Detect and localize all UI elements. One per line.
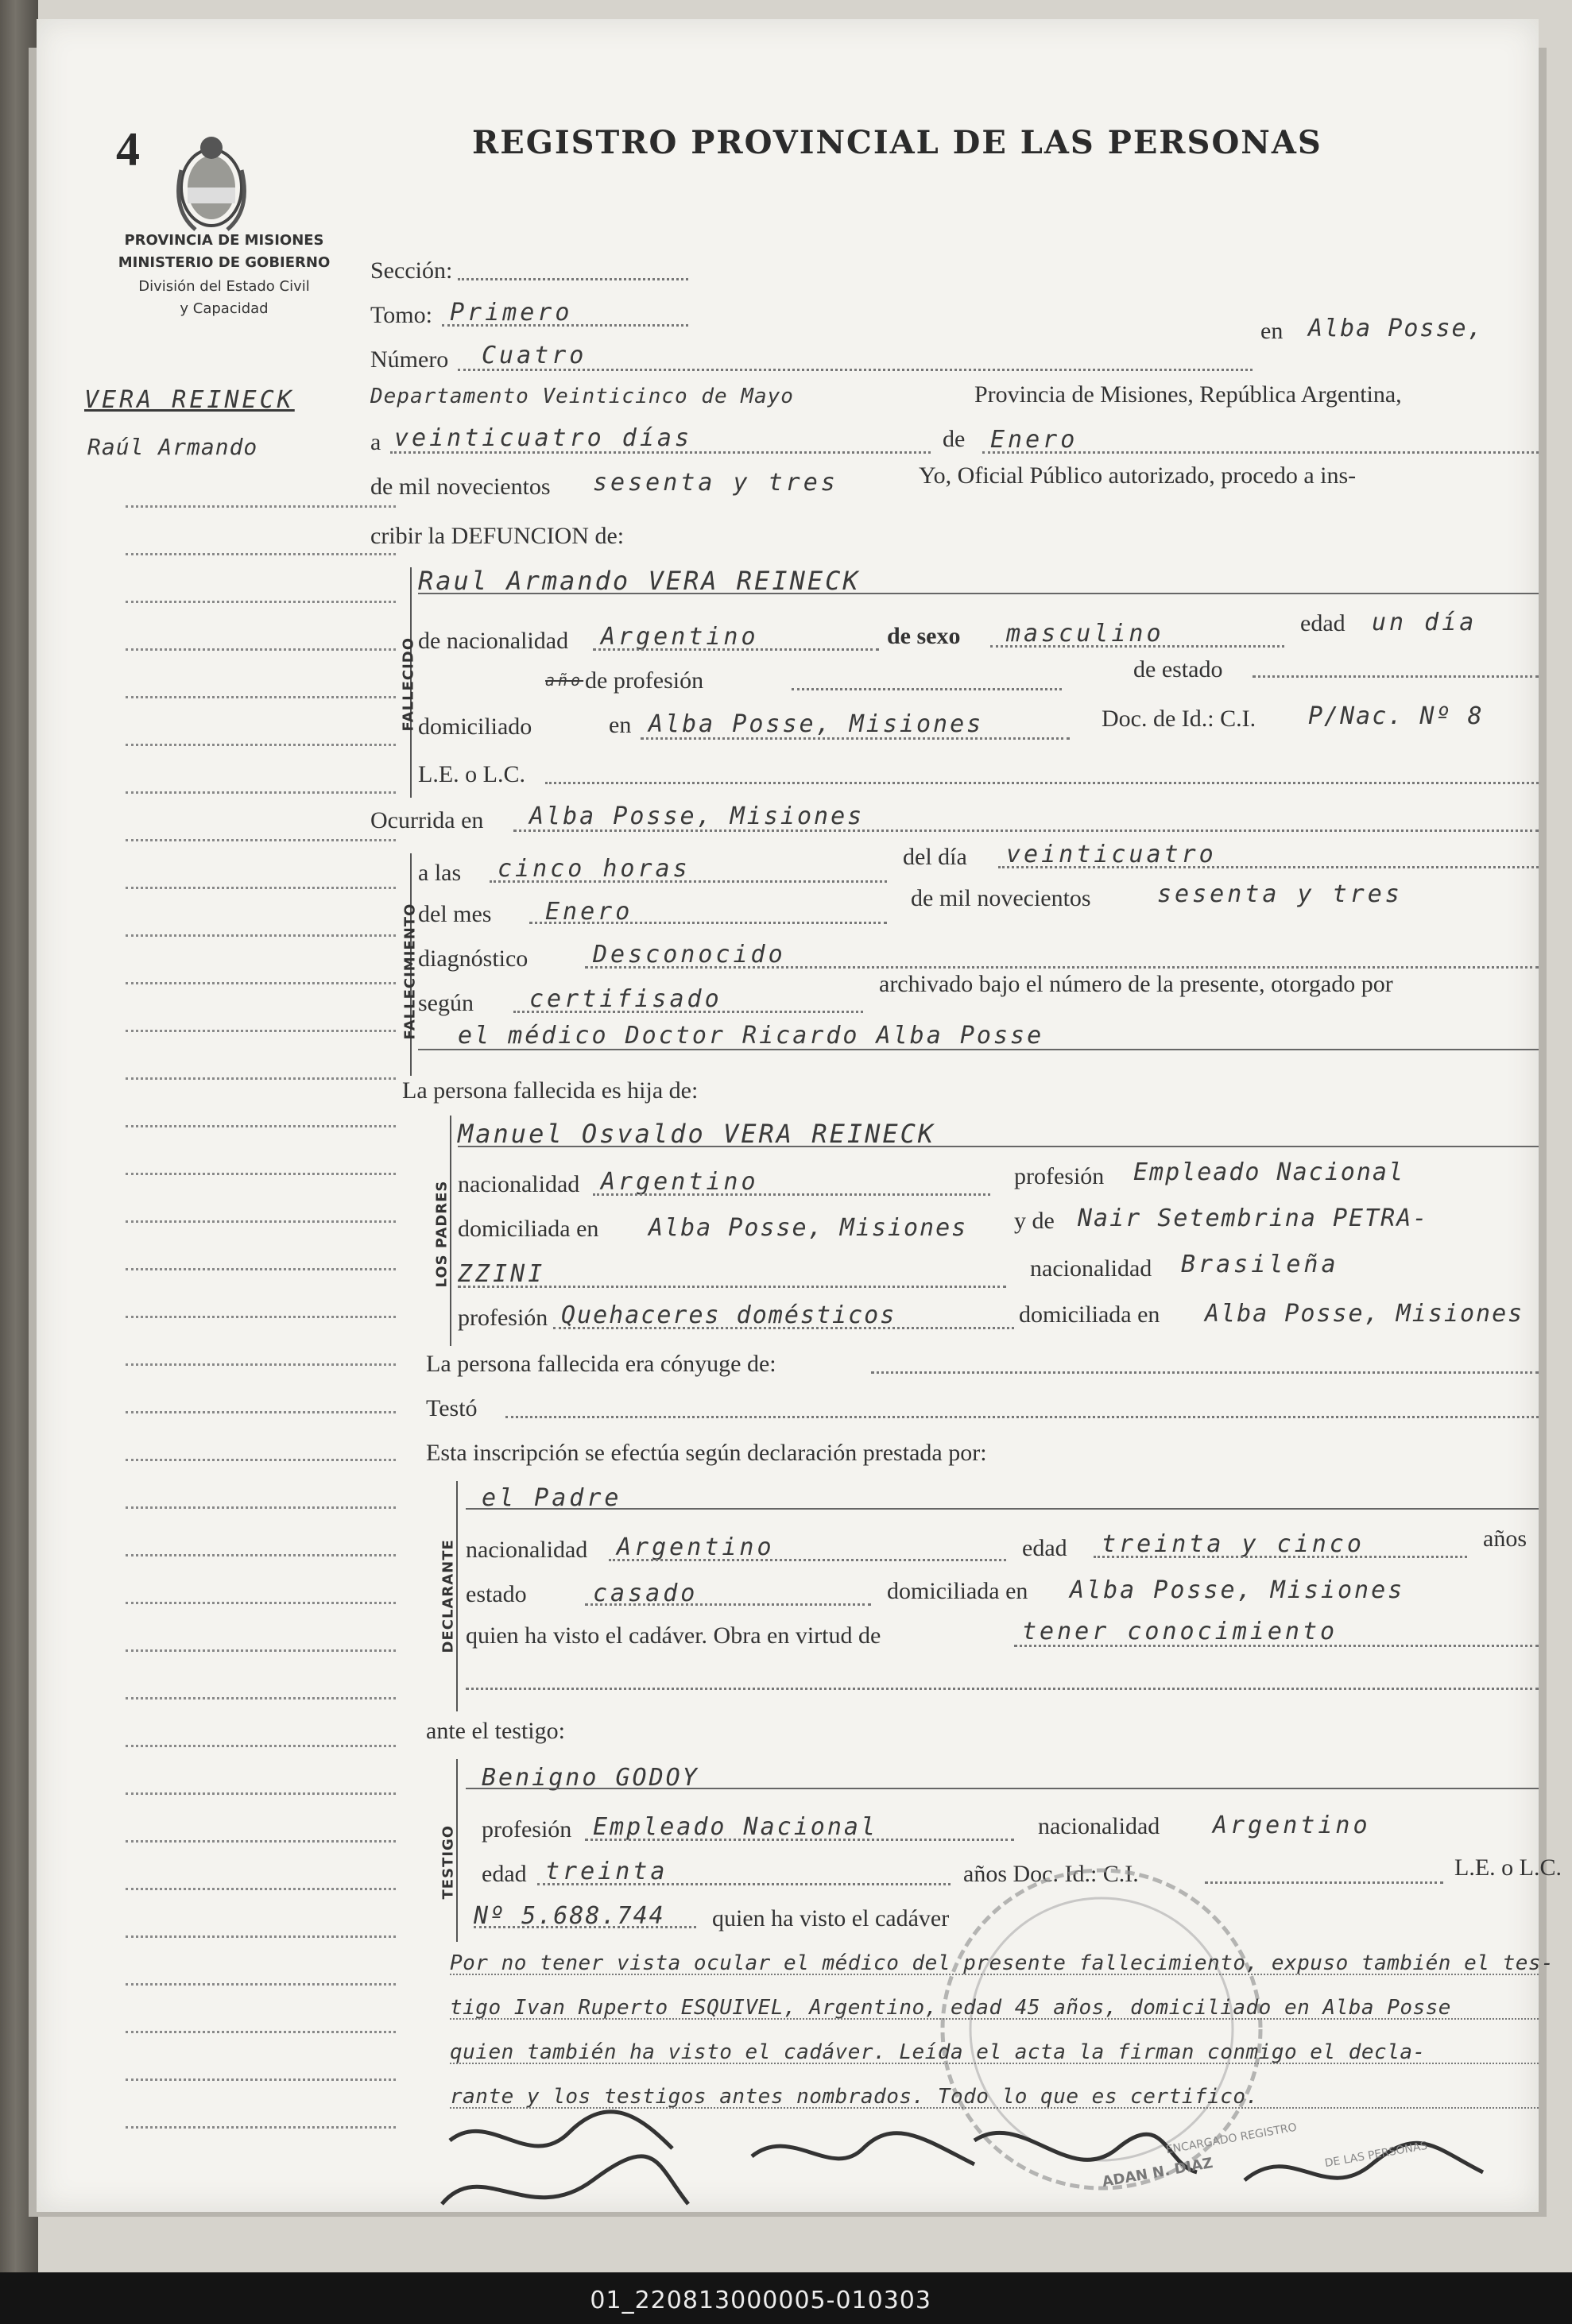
value-padre-dom: Alba Posse, Misiones — [649, 1214, 968, 1242]
label-yo-oficial: Yo, Oficial Público autorizado, procedo a ins- — [919, 462, 1357, 489]
label-padres: LOS PADRES — [433, 1180, 451, 1288]
label-inscribir: cribir la DEFUNCION de: — [370, 523, 625, 549]
value-mes: Enero — [990, 426, 1078, 454]
label-padre-nac: nacionalidad — [458, 1171, 580, 1197]
coat-of-arms-icon — [164, 122, 259, 242]
value-dia-fall: veinticuatro — [1006, 841, 1217, 868]
value-madre-2: ZZINI — [458, 1260, 546, 1288]
label-fallecido: FALLECIDO — [400, 636, 417, 732]
page-number: 4 — [116, 123, 140, 176]
label-madre-prof: profesión — [458, 1305, 548, 1331]
value-edad: un día — [1372, 609, 1477, 636]
label-testo: Testó — [426, 1395, 478, 1421]
value-madre-dom: Alba Posse, Misiones — [1205, 1300, 1524, 1328]
value-padre: Manuel Osvaldo VERA REINECK — [458, 1119, 936, 1149]
value-diagnostico: Desconocido — [593, 941, 786, 969]
label-decl-nac: nacionalidad — [466, 1537, 588, 1563]
value-test-nac: Argentino — [1213, 1812, 1371, 1839]
label-madre-nac: nacionalidad — [1030, 1255, 1152, 1282]
value-nacionalidad: Argentino — [601, 623, 759, 651]
label-numero: Número — [370, 346, 449, 373]
label-ante-testigo: ante el testigo: — [426, 1718, 565, 1744]
value-hora: cinco horas — [498, 855, 691, 883]
label-decl-edad: edad — [1022, 1535, 1067, 1561]
note-line-1: Por no tener vista ocular el médico del presente fallecimiento, expuso también el tes- — [450, 1951, 1555, 1975]
label-decl-estado: estado — [466, 1581, 527, 1607]
label-provincia: Provincia de Misiones, República Argentina, — [974, 381, 1402, 408]
label-hija-de: La persona fallecida es hija de: — [402, 1077, 699, 1104]
value-decl-edad: treinta y cinco — [1102, 1530, 1365, 1558]
value-tomo: Primero — [450, 299, 573, 327]
value-departamento: Departamento Veinticinco de Mayo — [370, 385, 794, 408]
label-a-las: a las — [418, 860, 462, 886]
value-padre-prof: Empleado Nacional — [1133, 1158, 1405, 1186]
value-fallecido-nombre: Raul Armando VERA REINECK — [418, 566, 861, 596]
signatures-icon — [418, 2093, 1531, 2244]
label-tomo: Tomo: — [370, 302, 432, 328]
label-de: de — [943, 426, 966, 452]
label-conyuge: La persona fallecida era cónyuge de: — [426, 1351, 776, 1377]
note-line-4: rante y los testigos antes nombrados. Todo lo que es certifico. — [450, 2085, 1259, 2109]
label-test-edad: edad — [482, 1861, 527, 1887]
value-mes-fall: Enero — [545, 898, 633, 926]
label-test-nac: nacionalidad — [1038, 1813, 1160, 1839]
label-de-profesion: de profesión — [585, 667, 704, 694]
value-decl-estado: casado — [593, 1580, 699, 1607]
stamp-text-1: ENCARGADO REGISTRO — [1164, 2121, 1298, 2157]
value-test-ci: Nº 5.688.744 — [474, 1902, 665, 1930]
document-title: REGISTRO PROVINCIAL DE LAS PERSONAS — [472, 124, 1322, 161]
value-numero: Cuatro — [482, 342, 587, 369]
label-en-dom: en — [609, 712, 632, 738]
header-division: División del Estado Civil — [138, 278, 310, 295]
header-ministry: MINISTERIO DE GOBIERNO — [118, 254, 331, 271]
label-seccion: Sección: — [370, 257, 453, 284]
label-a: a — [370, 429, 381, 455]
value-anio-fall: sesenta y tres — [1157, 880, 1403, 908]
label-decl-dom: domiciliada en — [887, 1578, 1028, 1604]
label-madre-dom: domiciliada en — [1019, 1301, 1160, 1328]
label-de-mil-nov: de mil novecientos — [911, 885, 1091, 911]
value-padre-nac: Argentino — [601, 1168, 759, 1196]
label-de-estado: de estado — [1133, 656, 1223, 683]
label-ocurrida-en: Ocurrida en — [370, 807, 484, 833]
value-segun: certifisado — [529, 985, 722, 1013]
margin-surname: VERA REINECK — [84, 386, 295, 414]
value-doc-id: P/Nac. Nº 8 — [1308, 702, 1484, 730]
label-edad: edad — [1300, 610, 1345, 636]
value-madre-prof: Quehaceres domésticos — [561, 1301, 896, 1329]
label-del-mes: del mes — [418, 901, 492, 927]
value-test-edad: treinta — [545, 1858, 668, 1885]
label-de-nacionalidad: de nacionalidad — [418, 628, 569, 654]
stamp-text-2: DE LAS PERSONAS — [1323, 2139, 1429, 2171]
label-domiciliado: domiciliado — [418, 713, 532, 740]
value-dia: veinticuatro días — [394, 424, 693, 452]
stamp-name: ADAN N. DIAZ — [1101, 2154, 1214, 2191]
value-madre-1: Nair Setembrina PETRA- — [1078, 1205, 1429, 1232]
label-diagnostico: diagnóstico — [418, 945, 529, 972]
value-decl-dom: Alba Posse, Misiones — [1070, 1576, 1405, 1604]
label-de-sexo: de sexo — [887, 623, 961, 649]
label-test-anos-doc: años Doc. Id.: C.I. — [963, 1861, 1139, 1887]
label-segun: según — [418, 990, 474, 1016]
label-inscripcion: Esta inscripción se efectúa según declaración prestada por: — [426, 1440, 987, 1466]
value-decl-virtud: tener conocimiento — [1022, 1618, 1338, 1645]
label-le-lc: L.E. o L.C. — [418, 761, 525, 787]
label-test-quien-visto: quien ha visto el cadáver — [712, 1905, 950, 1932]
label-test-le-lc: L.E. o L.C. — [1454, 1854, 1562, 1881]
value-testigo: Benigno GODOY — [482, 1764, 699, 1792]
value-medico: el médico Doctor Ricardo Alba Posse — [458, 1022, 1044, 1050]
label-declarante: DECLARANTE — [439, 1539, 457, 1653]
label-quien-visto: quien ha visto el cadáver. Obra en virtud de — [466, 1622, 881, 1649]
value-anio: sesenta y tres — [593, 469, 838, 497]
value-declarante: el Padre — [482, 1484, 622, 1512]
value-edad-tachado: año — [545, 671, 584, 690]
header-capacity: y Capacidad — [180, 300, 269, 317]
note-line-3: quien también ha visto el cadáver. Leída el acta la firman conmigo el decla- — [450, 2040, 1426, 2064]
label-de-mil: de mil novecientos — [370, 474, 551, 500]
label-del-dia: del día — [903, 844, 967, 870]
note-line-2: tigo Ivan Ruperto ESQUIVEL, Argentino, edad 45 años, domiciliado en Alba Posse — [450, 1996, 1451, 2020]
header-province: PROVINCIA DE MISIONES — [124, 232, 324, 249]
value-ocurrida: Alba Posse, Misiones — [529, 802, 865, 830]
label-en: en — [1260, 318, 1284, 344]
label-doc-id: Doc. de Id.: C.I. — [1102, 706, 1256, 732]
label-fallecimiento: FALLECIMIENTO — [401, 903, 419, 1040]
label-test-prof: profesión — [482, 1816, 572, 1843]
label-testigo: TESTIGO — [439, 1824, 457, 1900]
label-y-de: y de — [1014, 1208, 1055, 1234]
value-test-prof: Empleado Nacional — [593, 1813, 878, 1841]
value-decl-nac: Argentino — [617, 1533, 775, 1561]
value-madre-nac: Brasileña — [1181, 1251, 1339, 1278]
label-decl-anos: años — [1483, 1525, 1527, 1552]
value-sexo: masculino — [1006, 620, 1164, 648]
value-lugar: Alba Posse, — [1308, 315, 1484, 342]
label-padre-dom: domiciliada en — [458, 1216, 599, 1242]
label-padre-prof: profesión — [1014, 1163, 1105, 1189]
label-archivado: archivado bajo el número de la presente, otorgado por — [879, 971, 1393, 997]
document-page — [37, 19, 1562, 2212]
footer-image-id: 01_220813000005-010303 — [590, 2287, 931, 2314]
value-domicilio: Alba Posse, Misiones — [649, 710, 984, 738]
margin-given-names: Raúl Armando — [87, 434, 258, 460]
